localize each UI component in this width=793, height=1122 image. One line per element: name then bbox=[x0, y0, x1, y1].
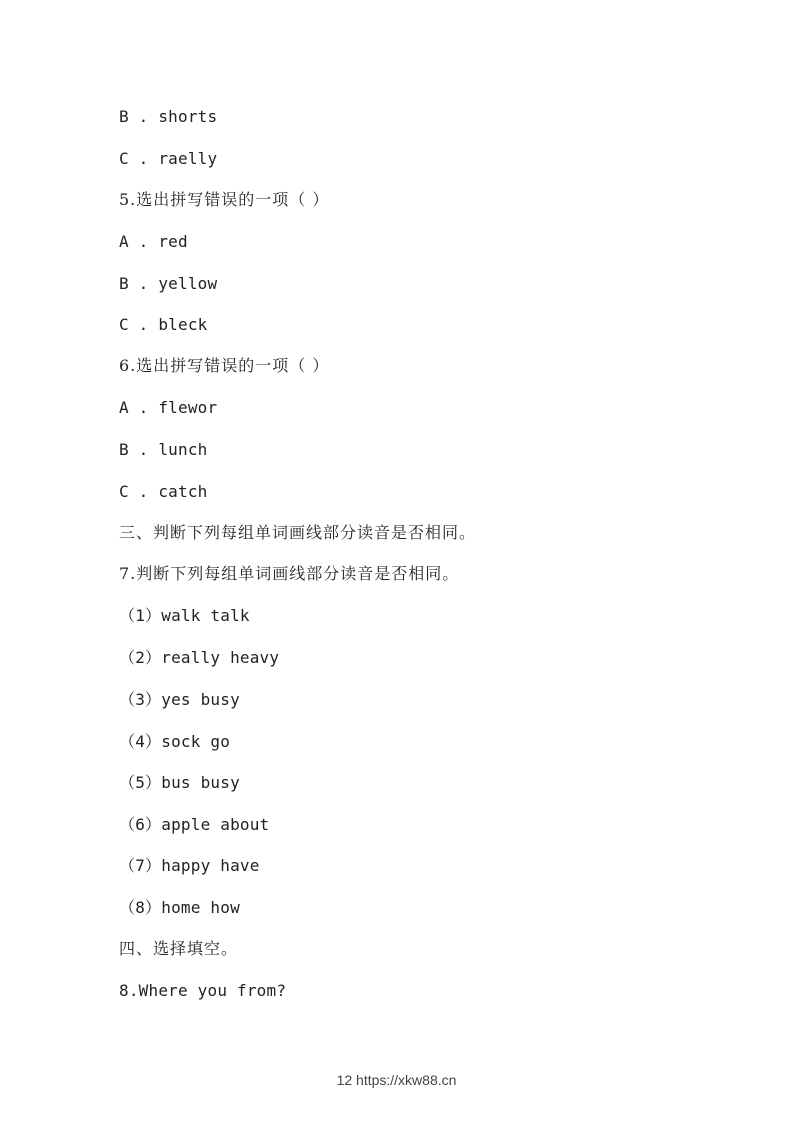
section-4-heading: 四、选择填空。 bbox=[119, 939, 239, 958]
pair-3: （3）yes busy bbox=[119, 690, 240, 709]
question-7: 7.判断下列每组单词画线部分读音是否相同。 bbox=[119, 564, 460, 583]
option-b-lunch: B . lunch bbox=[119, 440, 208, 459]
pair-2: （2）really heavy bbox=[119, 648, 280, 667]
pair-1: （1）walk talk bbox=[119, 606, 250, 625]
option-c-bleck: C . bleck bbox=[119, 315, 208, 334]
question-5: 5.选出拼写错误的一项（ ） bbox=[119, 190, 330, 209]
pair-7: （7）happy have bbox=[119, 856, 260, 875]
page-footer: 12 https://xkw88.cn bbox=[336, 1072, 457, 1088]
section-3-heading: 三、判断下列每组单词画线部分读音是否相同。 bbox=[119, 523, 477, 542]
option-a-flewor: A . flewor bbox=[119, 398, 218, 417]
pair-4: （4）sock go bbox=[119, 732, 231, 751]
pair-8: （8）home how bbox=[119, 898, 240, 917]
option-b-yellow: B . yellow bbox=[119, 274, 218, 293]
pair-6: （6）apple about bbox=[119, 815, 270, 834]
option-c-catch: C . catch bbox=[119, 482, 208, 501]
pair-5: （5）bus busy bbox=[119, 773, 240, 792]
question-6: 6.选出拼写错误的一项（ ） bbox=[119, 356, 330, 375]
option-b-shorts: B . shorts bbox=[119, 107, 218, 126]
option-c-raelly: C . raelly bbox=[119, 149, 218, 168]
option-a-red: A . red bbox=[119, 232, 188, 251]
question-8: 8.Where you from? bbox=[119, 981, 287, 1000]
